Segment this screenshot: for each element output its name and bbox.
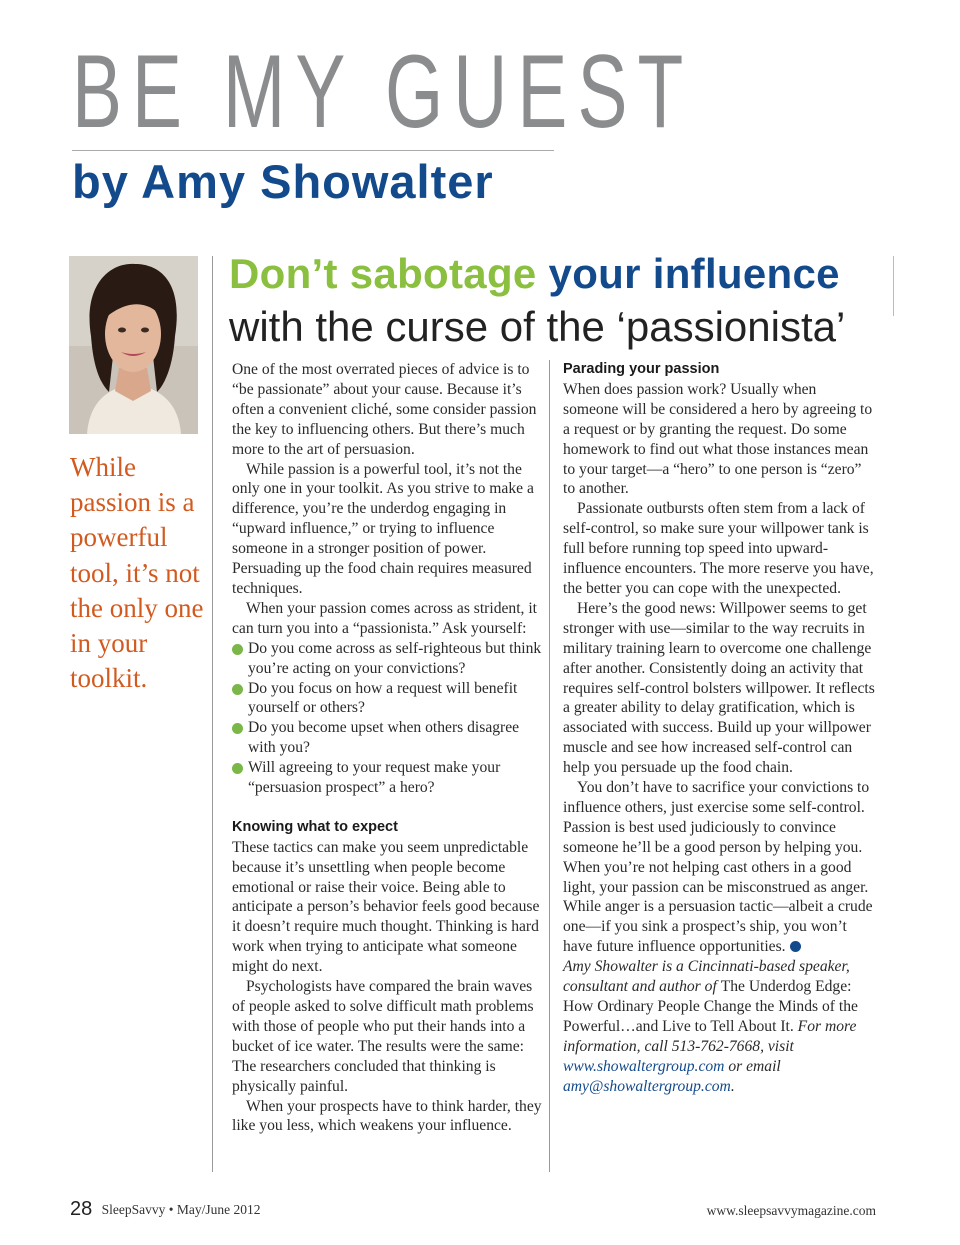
footer-folio (70, 1198, 260, 1221)
paragraph: While passion is a powerful tool, it’s not the only one in your toolkit. As you strive to make a difference, you’re the underdog engaging in “upward influence,” or trying to influence someone in a stronger position of power. Persuading up the food chain requires measured techniques. (232, 460, 534, 597)
list-item (232, 679, 544, 719)
paragraph: Here’s the good news: Willpower seems to get stronger with use—similar to the way recruits in military training learn to overcome one challenge after another. Consistently doing an activity that requires self-control bolsters willpower. It reflects a greater ability to delay gratification, which is associated with success. Build up your willpower muscle and see how increased self-control can help you persuade up the food chain. (563, 599, 875, 777)
list-item-text: Will agreeing to your request make your “persuasion prospect” a hero? (248, 759, 501, 797)
headline-part-2: your influence (548, 250, 840, 297)
column-rule (893, 256, 894, 316)
paragraph: Psychologists have compared the brain waves of people asked to solve difficult math problems with those of people who put their hands into a bucket of ice water. The results were the same: The researchers concluded that thinking is physically painful. (232, 978, 534, 1095)
paragraph: Passionate outbursts often stem from a lack of self-control, so make sure your willpower tank is full before running top speed into upward-influence encounters. The more reserve you have, the better you can cope with the unexpected. (563, 500, 874, 597)
article-column-2 (563, 360, 875, 1097)
bullet-icon (232, 723, 243, 734)
email-link[interactable]: amy@showaltergroup.com (563, 1077, 731, 1095)
masthead-divider (72, 150, 554, 151)
book-title: The Underdog Edge: How Ordinary People Change the Minds of the Powerful…and Live to Tell About It. (563, 978, 858, 1035)
bio-text: . (730, 1077, 735, 1095)
bio-text: Amy Showalter is a Cincinnati-based speaker, consultant and author of (563, 958, 850, 996)
separator: • (168, 1202, 174, 1217)
column-rule (549, 360, 550, 1172)
author-bio (563, 957, 875, 1096)
headline (229, 250, 840, 298)
pull-quote: While passion is a powerful tool, it’s not the only one in your toolkit. (70, 452, 204, 694)
masthead-title: BE MY GUEST (72, 34, 694, 150)
magazine-name: SleepSavvy (101, 1202, 166, 1217)
paragraph: When your prospects have to think harder, they like you less, which weakens your influence. (232, 1097, 542, 1135)
paragraph: When does passion work? Usually when someone will be considered a hero by agreeing to a request or by granting the request. Do some homework to find out what those instances mean to your target—a “hero” to one person is “zero” to another. (563, 380, 873, 498)
bullet-icon (232, 644, 243, 655)
footer-website: www.sleepsavvymagazine.com (706, 1203, 876, 1218)
paragraph: One of the most overrated pieces of advice is to “be passionate” about your cause. Because it’s often a convenient cliché, some consider passion the key to influencing others. But there’s much more to the art of persuasion. (232, 361, 537, 458)
bio-text: For more information, call 513-762-7668, visit (563, 1017, 857, 1055)
list-item (232, 639, 544, 679)
paragraph: When your passion comes across as strident, it can turn you into a “passionista.” Ask yourself: (232, 599, 538, 637)
list-item (232, 718, 544, 758)
article-column-1 (232, 360, 544, 1136)
section-heading: Parading your passion (563, 361, 720, 377)
paragraph-text: You don’t have to sacrifice your convictions to influence others, just exercise some self-control. Passion is best used judiciously to convince someone he’ll be a good person by helping you. When you’re not helping cast others in a good light, your passion can be misconstrued as anger. While anger is a persuasion tactic—albeit a crude one—if you sink a prospect’s ship, you won’t have future influence opportunities. (563, 779, 873, 956)
question-list (232, 639, 544, 798)
column-rule (212, 256, 213, 1172)
bullet-icon (232, 684, 243, 695)
list-item-text: Do you focus on how a request will benefit yourself or others? (248, 679, 518, 717)
subheadline: with the curse of the ‘passionista’ (229, 303, 846, 350)
list-item-text: Do you come across as self-righteous but think you’re acting on your convictions? (248, 639, 542, 677)
bio-text: or email (724, 1057, 781, 1075)
section-heading: Knowing what to expect (232, 818, 398, 835)
list-item (232, 758, 544, 798)
author-photo (69, 256, 198, 434)
headline-part-1: Don’t sabotage (229, 250, 537, 297)
paragraph (563, 778, 875, 957)
bullet-icon (232, 763, 243, 774)
end-mark-icon (790, 941, 801, 952)
byline: by Amy Showalter (72, 155, 494, 208)
issue-date: May/June 2012 (176, 1202, 261, 1217)
page-number: 28 (70, 1198, 93, 1220)
list-item-text: Do you become upset when others disagree with you? (248, 719, 520, 757)
website-link[interactable]: www.showaltergroup.com (563, 1057, 725, 1075)
paragraph: These tactics can make you seem unpredictable because it’s unsettling when people become emotional or raise their voice. Being able to anticipate a person’s behavior feels good because it doesn’t require much thought. Thinking is hard work when trying to anticipate what someone might do next. (232, 838, 540, 976)
